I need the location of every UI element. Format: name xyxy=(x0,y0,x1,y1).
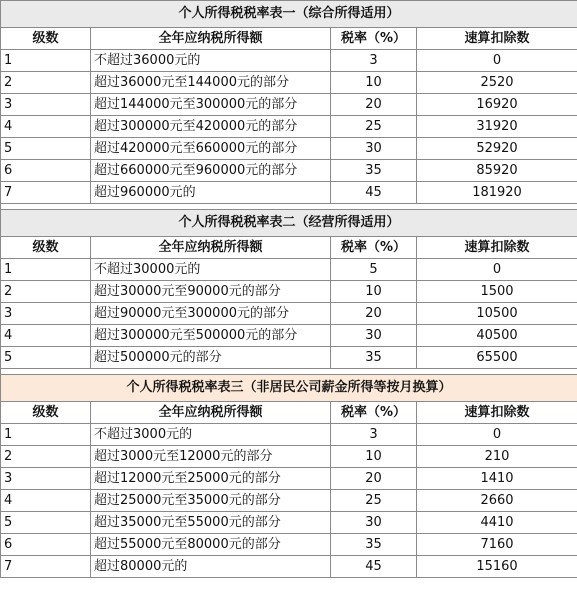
quick-deduction-cell: 2660 xyxy=(417,490,577,512)
tax-rate-cell: 20 xyxy=(331,303,417,325)
quick-deduction-cell: 85920 xyxy=(417,160,577,182)
income-range-cell: 超过25000元至35000元的部分 xyxy=(91,490,331,512)
tax-rate-cell: 35 xyxy=(331,347,417,369)
level-cell: 2 xyxy=(1,72,91,94)
table-header-row xyxy=(1,237,577,259)
table-title: 个人所得税税率表一（综合所得适用） xyxy=(1,1,577,28)
level-cell: 6 xyxy=(1,534,91,556)
table-row xyxy=(1,556,577,578)
income-range-cell: 超过90000元至300000元的部分 xyxy=(91,303,331,325)
level-cell: 7 xyxy=(1,182,91,204)
level-cell: 1 xyxy=(1,424,91,446)
tax-rate-cell: 35 xyxy=(331,534,417,556)
income-range-cell: 超过300000元至500000元的部分 xyxy=(91,325,331,347)
table-row xyxy=(1,94,577,116)
table-row xyxy=(1,303,577,325)
income-range-cell: 超过12000元至25000元的部分 xyxy=(91,468,331,490)
level-cell: 5 xyxy=(1,512,91,534)
tax-rate-cell: 25 xyxy=(331,490,417,512)
quick-deduction-cell: 7160 xyxy=(417,534,577,556)
tax-rate-cell: 25 xyxy=(331,116,417,138)
level-cell: 3 xyxy=(1,468,91,490)
quick-deduction-cell: 0 xyxy=(417,424,577,446)
quick-deduction-cell: 1500 xyxy=(417,281,577,303)
quick-deduction-cell: 2520 xyxy=(417,72,577,94)
quick-deduction-cell: 0 xyxy=(417,50,577,72)
table-header-row xyxy=(1,28,577,50)
header-tax-rate: 税率（%） xyxy=(331,402,417,424)
table-title-row xyxy=(1,210,577,237)
income-range-cell: 超过3000元至12000元的部分 xyxy=(91,446,331,468)
quick-deduction-cell: 16920 xyxy=(417,94,577,116)
level-cell: 1 xyxy=(1,50,91,72)
quick-deduction-cell: 31920 xyxy=(417,116,577,138)
header-level: 级数 xyxy=(1,237,91,259)
table-title-row xyxy=(1,1,577,28)
tax-rate-cell: 45 xyxy=(331,182,417,204)
table-row xyxy=(1,490,577,512)
level-cell: 4 xyxy=(1,325,91,347)
level-cell: 4 xyxy=(1,490,91,512)
table-row xyxy=(1,534,577,556)
income-range-cell: 不超过3000元的 xyxy=(91,424,331,446)
income-range-cell: 超过960000元的 xyxy=(91,182,331,204)
table-row xyxy=(1,72,577,94)
table-title: 个人所得税税率表三（非居民公司薪金所得等按月换算） xyxy=(1,375,577,402)
table-row xyxy=(1,259,577,281)
tax-rate-cell: 5 xyxy=(331,259,417,281)
quick-deduction-cell: 1410 xyxy=(417,468,577,490)
quick-deduction-cell: 65500 xyxy=(417,347,577,369)
table-title-row xyxy=(1,375,577,402)
tax-rate-cell: 20 xyxy=(331,94,417,116)
tax-rate-cell: 45 xyxy=(331,556,417,578)
table-row xyxy=(1,325,577,347)
header-quick-deduction: 速算扣除数 xyxy=(417,28,577,50)
quick-deduction-cell: 210 xyxy=(417,446,577,468)
table-row xyxy=(1,138,577,160)
quick-deduction-cell: 4410 xyxy=(417,512,577,534)
income-range-cell: 超过36000元至144000元的部分 xyxy=(91,72,331,94)
table-row xyxy=(1,50,577,72)
header-tax-rate: 税率（%） xyxy=(331,28,417,50)
income-range-cell: 不超过30000元的 xyxy=(91,259,331,281)
table-row xyxy=(1,160,577,182)
tax-rate-cell: 10 xyxy=(331,446,417,468)
level-cell: 3 xyxy=(1,94,91,116)
quick-deduction-cell: 181920 xyxy=(417,182,577,204)
tax-rate-cell: 10 xyxy=(331,72,417,94)
tax-rate-cell: 30 xyxy=(331,512,417,534)
level-cell: 5 xyxy=(1,347,91,369)
income-range-cell: 超过144000元至300000元的部分 xyxy=(91,94,331,116)
level-cell: 5 xyxy=(1,138,91,160)
quick-deduction-cell: 15160 xyxy=(417,556,577,578)
tax-rate-cell: 30 xyxy=(331,325,417,347)
income-range-cell: 超过420000元至660000元的部分 xyxy=(91,138,331,160)
level-cell: 2 xyxy=(1,281,91,303)
tax-rate-cell: 30 xyxy=(331,138,417,160)
level-cell: 4 xyxy=(1,116,91,138)
level-cell: 7 xyxy=(1,556,91,578)
income-range-cell: 超过500000元的部分 xyxy=(91,347,331,369)
income-range-cell: 超过35000元至55000元的部分 xyxy=(91,512,331,534)
tax-rate-cell: 20 xyxy=(331,468,417,490)
tax-rate-cell: 35 xyxy=(331,160,417,182)
header-income-range: 全年应纳税所得额 xyxy=(91,402,331,424)
income-range-cell: 不超过36000元的 xyxy=(91,50,331,72)
quick-deduction-cell: 0 xyxy=(417,259,577,281)
income-range-cell: 超过55000元至80000元的部分 xyxy=(91,534,331,556)
header-quick-deduction: 速算扣除数 xyxy=(417,402,577,424)
header-income-range: 全年应纳税所得额 xyxy=(91,237,331,259)
tax-rate-cell: 3 xyxy=(331,50,417,72)
quick-deduction-cell: 10500 xyxy=(417,303,577,325)
table-row xyxy=(1,424,577,446)
table-row xyxy=(1,116,577,138)
tax-rate-cell: 10 xyxy=(331,281,417,303)
table-row xyxy=(1,468,577,490)
header-level: 级数 xyxy=(1,402,91,424)
table-title: 个人所得税税率表二（经营所得适用） xyxy=(1,210,577,237)
level-cell: 2 xyxy=(1,446,91,468)
level-cell: 6 xyxy=(1,160,91,182)
income-range-cell: 超过300000元至420000元的部分 xyxy=(91,116,331,138)
level-cell: 3 xyxy=(1,303,91,325)
table-row xyxy=(1,182,577,204)
table-header-row xyxy=(1,402,577,424)
tax-rate-cell: 3 xyxy=(331,424,417,446)
income-range-cell: 超过660000元至960000元的部分 xyxy=(91,160,331,182)
income-range-cell: 超过80000元的 xyxy=(91,556,331,578)
header-tax-rate: 税率（%） xyxy=(331,237,417,259)
table-row xyxy=(1,347,577,369)
level-cell: 1 xyxy=(1,259,91,281)
table-row xyxy=(1,281,577,303)
quick-deduction-cell: 52920 xyxy=(417,138,577,160)
header-income-range: 全年应纳税所得额 xyxy=(91,28,331,50)
header-level: 级数 xyxy=(1,28,91,50)
income-range-cell: 超过30000元至90000元的部分 xyxy=(91,281,331,303)
table-row xyxy=(1,512,577,534)
table-row xyxy=(1,446,577,468)
quick-deduction-cell: 40500 xyxy=(417,325,577,347)
header-quick-deduction: 速算扣除数 xyxy=(417,237,577,259)
